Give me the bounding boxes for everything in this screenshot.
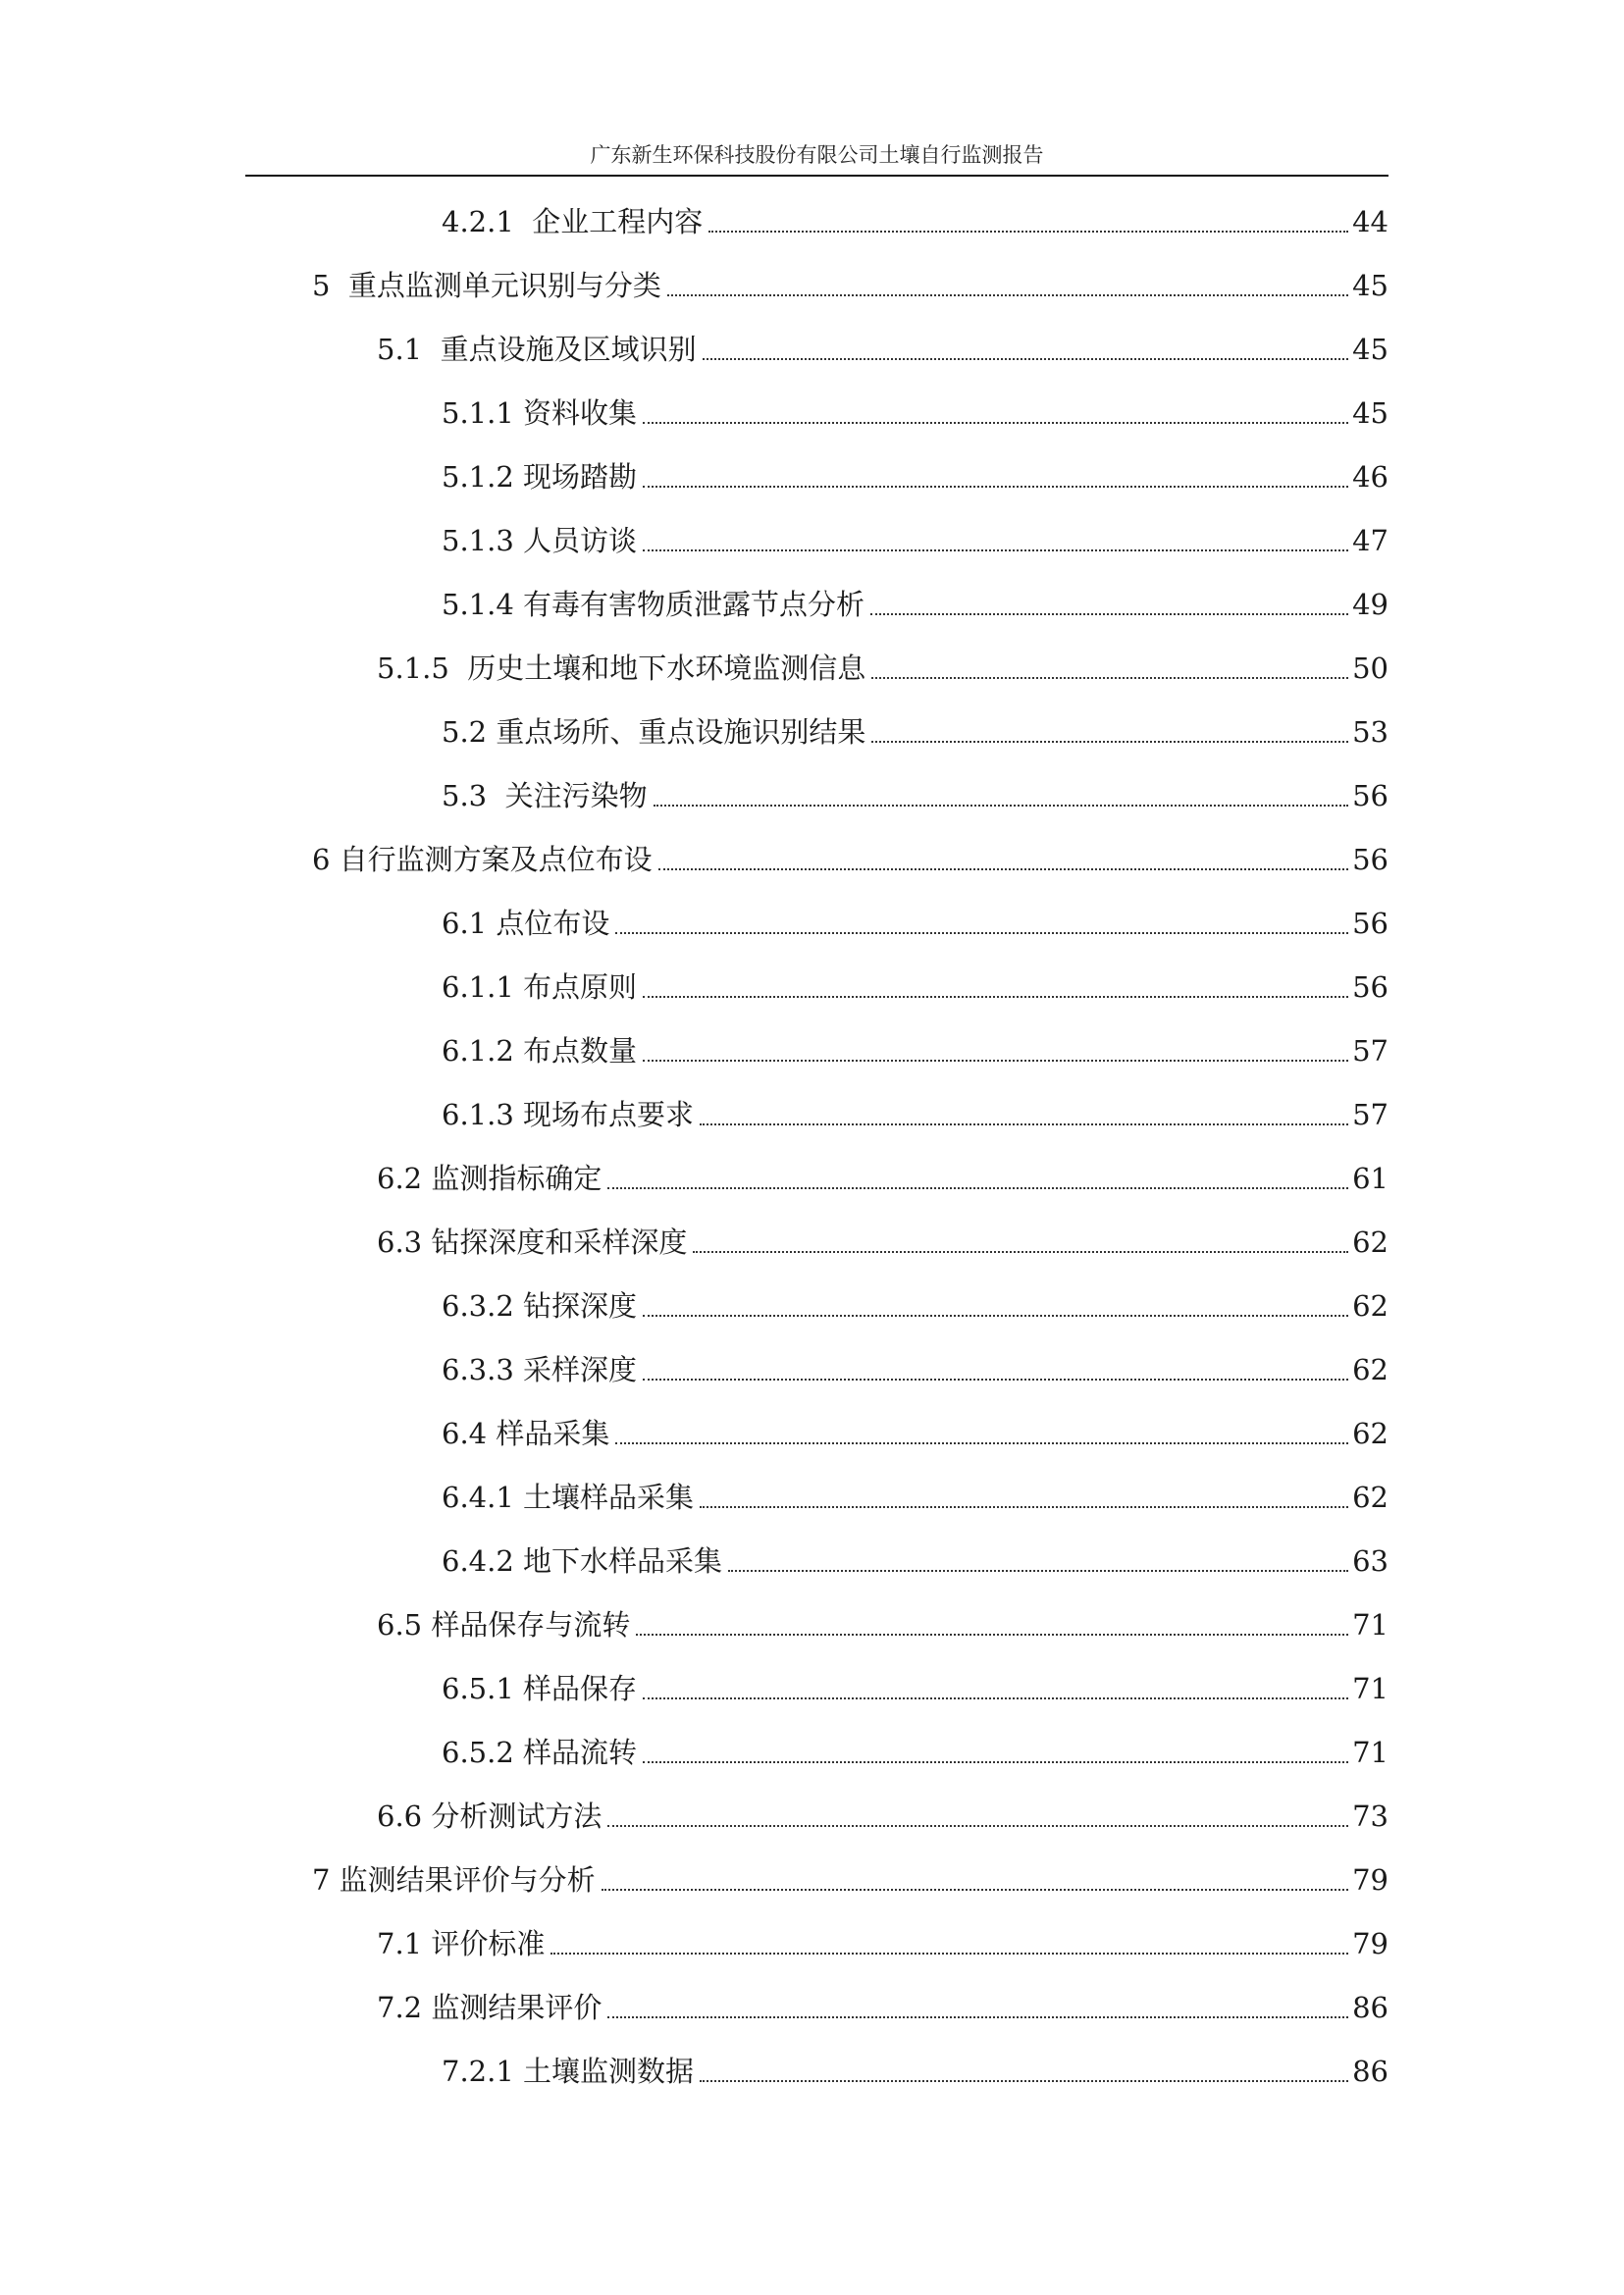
- toc-entry-page: 56: [1352, 907, 1388, 940]
- toc-leader-dots: [667, 294, 1348, 296]
- toc-entry-title: 有毒有害物质泄露节点分析: [523, 588, 865, 621]
- toc-entry-title: 样品保存与流转: [431, 1608, 631, 1642]
- toc-leader-dots: [643, 486, 1348, 488]
- toc-entry-5-1-5[interactable]: [377, 639, 1388, 688]
- toc-leader-dots: [643, 1761, 1348, 1763]
- toc-entry-page: 62: [1352, 1289, 1388, 1323]
- toc-entry-number: 6.3: [377, 1226, 432, 1259]
- toc-entry-6[interactable]: [312, 830, 1388, 879]
- header-divider: [245, 175, 1388, 177]
- toc-entry-7-2-1[interactable]: [442, 2042, 1388, 2091]
- toc-leader-dots: [643, 996, 1348, 998]
- toc-leader-dots: [643, 1697, 1348, 1699]
- toc-entry-6-3[interactable]: [377, 1213, 1388, 1262]
- toc-entry-6-3-2[interactable]: [442, 1277, 1388, 1326]
- toc-entry-number: 6.5: [377, 1608, 432, 1642]
- toc-entry-title: 分析测试方法: [431, 1799, 602, 1833]
- toc-entry-number: 6: [312, 843, 340, 876]
- toc-entry-title: 布点数量: [523, 1034, 638, 1068]
- toc-entry-6-4-2[interactable]: [442, 1532, 1388, 1581]
- toc-entry-page: 62: [1352, 1417, 1388, 1450]
- toc-entry-6-4[interactable]: [442, 1404, 1388, 1453]
- toc-entry-number: 6.5.1: [442, 1672, 524, 1705]
- toc-entry-number: 6.1: [442, 907, 497, 940]
- toc-entry-page: 49: [1352, 588, 1388, 621]
- toc-entry-title: 现场踏勘: [523, 460, 638, 494]
- toc-entry-title: 人员访谈: [523, 524, 638, 557]
- toc-entry-number: 5.1.2: [442, 460, 524, 494]
- toc-entry-title: 样品流转: [523, 1736, 638, 1769]
- toc-entry-number: 7.2.1: [442, 2055, 524, 2088]
- toc-entry-page: 46: [1352, 460, 1388, 494]
- toc-leader-dots: [700, 1506, 1348, 1508]
- toc-entry-6-5[interactable]: [377, 1595, 1388, 1644]
- toc-entry-6-2[interactable]: [377, 1149, 1388, 1198]
- toc-entry-4-2-1[interactable]: [442, 192, 1388, 241]
- toc-entry-title: 钻探深度和采样深度: [431, 1226, 688, 1259]
- toc-entry-6-1-2[interactable]: [442, 1021, 1388, 1070]
- toc-entry-page: 45: [1352, 333, 1388, 366]
- toc-entry-page: 44: [1352, 205, 1388, 238]
- toc-entry-page: 61: [1352, 1162, 1388, 1195]
- toc-entry-title: 监测结果评价与分析: [339, 1863, 596, 1897]
- toc-leader-dots: [703, 358, 1349, 360]
- page-header: 广东新生环保科技股份有限公司土壤自行监测报告: [590, 143, 1044, 167]
- toc-entry-title: 资料收集: [523, 396, 638, 430]
- toc-leader-dots: [602, 1889, 1348, 1891]
- toc-entry-page: 86: [1352, 2055, 1388, 2088]
- toc-entry-title: 土壤样品采集: [523, 1481, 695, 1514]
- toc-entry-page: 62: [1352, 1226, 1388, 1259]
- toc-entry-5-1-1[interactable]: [442, 384, 1388, 433]
- toc-leader-dots: [871, 741, 1348, 743]
- toc-entry-title: 监测指标确定: [431, 1162, 602, 1195]
- toc-entry-title: 钻探深度: [523, 1289, 638, 1323]
- toc-entry-title: 现场布点要求: [523, 1098, 695, 1131]
- toc-entry-5-1-3[interactable]: [442, 511, 1388, 560]
- toc-leader-dots: [607, 1187, 1348, 1189]
- toc-entry-title: 监测结果评价: [431, 1991, 602, 2024]
- toc-entry-number: 6.2: [377, 1162, 432, 1195]
- toc-leader-dots: [708, 231, 1348, 233]
- toc-leader-dots: [615, 932, 1348, 934]
- toc-leader-dots: [643, 1379, 1348, 1381]
- toc-entry-7-1[interactable]: [377, 1914, 1388, 1963]
- toc-entry-number: 5.1: [377, 333, 441, 366]
- toc-entry-page: 56: [1352, 843, 1388, 876]
- toc-entry-number: 7: [312, 1863, 340, 1897]
- toc-leader-dots: [643, 1060, 1348, 1062]
- toc-entry-number: 6.3.2: [442, 1289, 524, 1323]
- toc-entry-number: 5: [312, 269, 348, 302]
- toc-entry-page: 50: [1352, 652, 1388, 685]
- toc-entry-number: 6.4.1: [442, 1481, 524, 1514]
- toc-entry-5-1[interactable]: [377, 320, 1388, 369]
- toc-entry-title: 样品采集: [496, 1417, 610, 1450]
- toc-entry-number: 6.4: [442, 1417, 497, 1450]
- toc-entry-6-5-2[interactable]: [442, 1723, 1388, 1772]
- toc-entry-number: 6.6: [377, 1799, 432, 1833]
- toc-leader-dots: [636, 1634, 1348, 1636]
- toc-entry-title: 采样深度: [523, 1353, 638, 1386]
- toc-entry-title: 评价标准: [431, 1927, 546, 1960]
- toc-entry-page: 79: [1352, 1863, 1388, 1897]
- toc-entry-number: 5.1.1: [442, 396, 524, 430]
- toc-entry-page: 86: [1352, 1991, 1388, 2024]
- toc-entry-number: 4.2.1: [442, 205, 533, 238]
- toc-entry-number: 7.2: [377, 1991, 432, 2024]
- toc-entry-6-1-1[interactable]: [442, 958, 1388, 1007]
- toc-entry-title: 土壤监测数据: [523, 2055, 695, 2088]
- toc-entry-6-1[interactable]: [442, 894, 1388, 943]
- toc-entry-number: 5.1.4: [442, 588, 524, 621]
- toc-entry-number: 6.3.3: [442, 1353, 524, 1386]
- toc-entry-title: 重点场所、重点设施识别结果: [496, 715, 866, 749]
- toc-entry-page: 62: [1352, 1353, 1388, 1386]
- toc-entry-page: 56: [1352, 779, 1388, 812]
- toc-leader-dots: [607, 1825, 1348, 1827]
- toc-entry-number: 6.5.2: [442, 1736, 524, 1769]
- toc-entry-number: 6.1.3: [442, 1098, 524, 1131]
- toc-entry-number: 5.2: [442, 715, 497, 749]
- toc-entry-page: 57: [1352, 1034, 1388, 1068]
- toc-entry-page: 63: [1352, 1544, 1388, 1578]
- toc-entry-page: 62: [1352, 1481, 1388, 1514]
- toc-entry-page: 73: [1352, 1799, 1388, 1833]
- toc-leader-dots: [700, 1123, 1348, 1125]
- toc-leader-dots: [871, 677, 1348, 679]
- toc-entry-title: 地下水样品采集: [523, 1544, 723, 1578]
- toc-entry-title: 布点原则: [523, 970, 638, 1004]
- toc-entry-6-6[interactable]: [377, 1787, 1388, 1836]
- toc-entry-title: 自行监测方案及点位布设: [339, 843, 653, 876]
- toc-leader-dots: [550, 1953, 1348, 1955]
- toc-leader-dots: [658, 868, 1348, 870]
- toc-entry-6-3-3[interactable]: [442, 1340, 1388, 1389]
- toc-entry-page: 71: [1352, 1608, 1388, 1642]
- toc-entry-title: 历史土壤和地下水环境监测信息: [467, 652, 866, 685]
- toc-leader-dots: [700, 2080, 1348, 2082]
- toc-leader-dots: [728, 1570, 1348, 1572]
- toc-entry-page: 71: [1352, 1736, 1388, 1769]
- toc-entry-page: 56: [1352, 970, 1388, 1004]
- toc-entry-number: 6.4.2: [442, 1544, 524, 1578]
- toc-entry-number: 5.1.3: [442, 524, 524, 557]
- toc-entry-number: 6.1.2: [442, 1034, 524, 1068]
- toc-entry-number: 5.3: [442, 779, 505, 812]
- toc-entry-5-1-4[interactable]: [442, 575, 1388, 624]
- toc-entry-page: 45: [1352, 269, 1388, 302]
- toc-entry-number: 7.1: [377, 1927, 432, 1960]
- toc-entry-page: 53: [1352, 715, 1388, 749]
- toc-entry-title: 样品保存: [523, 1672, 638, 1705]
- toc-entry-6-5-1[interactable]: [442, 1659, 1388, 1708]
- toc-entry-5-3[interactable]: [442, 766, 1388, 815]
- toc-entry-page: 71: [1352, 1672, 1388, 1705]
- toc-entry-page: 45: [1352, 396, 1388, 430]
- toc-entry-6-4-1[interactable]: [442, 1468, 1388, 1517]
- toc-entry-page: 57: [1352, 1098, 1388, 1131]
- toc-entry-5-2[interactable]: [442, 703, 1388, 752]
- toc-entry-title: 关注污染物: [504, 779, 648, 812]
- toc-entry-page: 79: [1352, 1927, 1388, 1960]
- toc-leader-dots: [643, 1315, 1348, 1317]
- toc-entry-title: 重点监测单元识别与分类: [347, 269, 661, 302]
- toc-leader-dots: [654, 805, 1349, 807]
- toc-entry-5[interactable]: [312, 256, 1388, 305]
- toc-entry-7-2[interactable]: [377, 1978, 1388, 2027]
- toc-entry-number: 5.1.5: [377, 652, 468, 685]
- toc-entry-7[interactable]: [312, 1851, 1388, 1900]
- toc-entry-number: 6.1.1: [442, 970, 524, 1004]
- toc-entry-page: 47: [1352, 524, 1388, 557]
- toc-leader-dots: [643, 549, 1348, 551]
- toc-entry-title: 点位布设: [496, 907, 610, 940]
- toc-leader-dots: [870, 613, 1348, 615]
- toc-entry-title: 企业工程内容: [532, 205, 704, 238]
- toc-entry-6-1-3[interactable]: [442, 1085, 1388, 1134]
- toc-leader-dots: [693, 1251, 1348, 1253]
- toc-leader-dots: [643, 422, 1348, 424]
- toc-entry-title: 重点设施及区域识别: [440, 333, 697, 366]
- toc-entry-5-1-2[interactable]: [442, 447, 1388, 496]
- toc-leader-dots: [615, 1442, 1348, 1444]
- toc-leader-dots: [607, 2016, 1348, 2018]
